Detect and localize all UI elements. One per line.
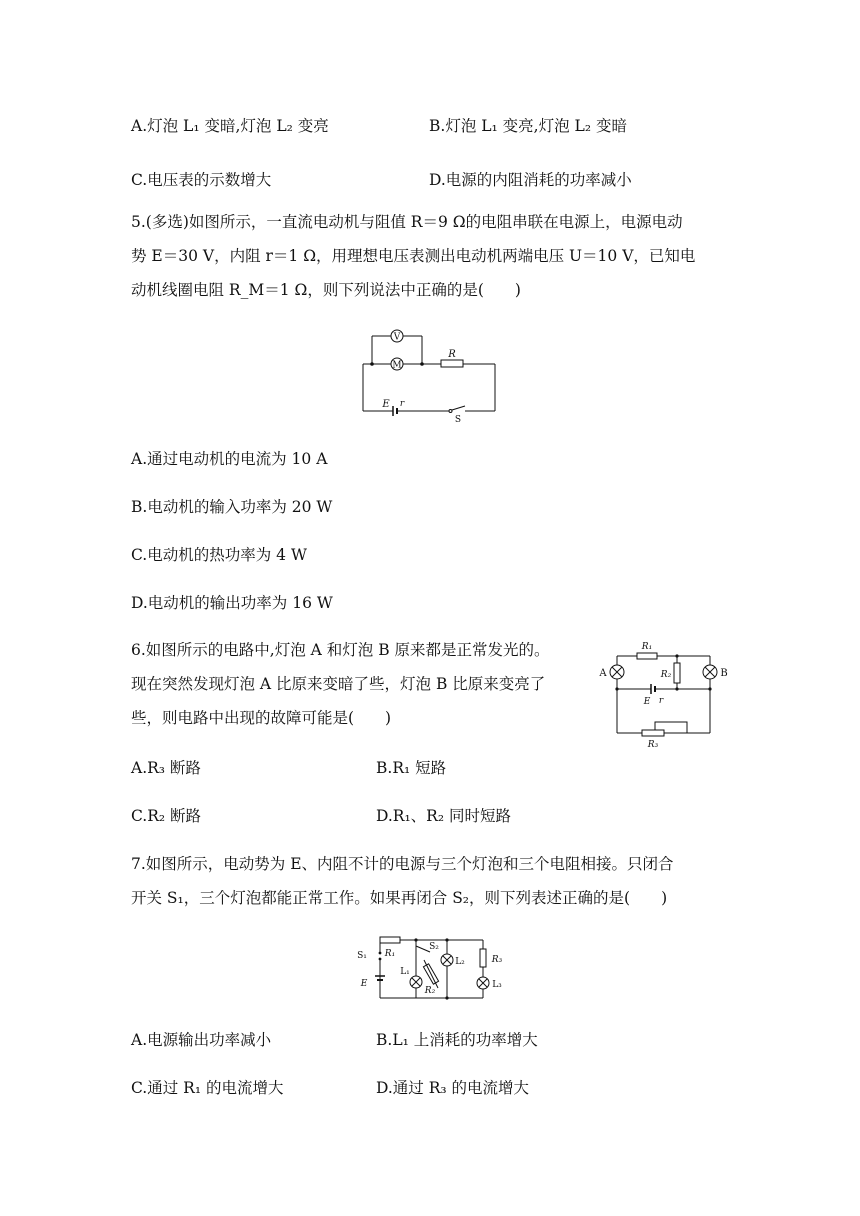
q6-option-b: B.R₁ 短路 [376,759,447,777]
r2-symbol [674,663,680,683]
r3-label: R₃ [491,955,503,965]
internal-r-label: r [399,399,405,409]
q5-option-b: B.电动机的输入功率为 20 W [131,498,333,516]
q7-stem-line-1: 7.如图所示，电动势为 E、内阻不计的电源与三个灯泡和三个电阻相接。只闭合 [131,855,674,873]
motor-label: M [392,360,402,371]
q6-option-a: A.R₃ 断路 [131,759,201,777]
q6-option-d: D.R₁、R₂ 同时短路 [376,807,511,825]
r1-label: R₁ [641,642,653,652]
q7-stem-line-2: 开关 S₁，三个灯泡都能正常工作。如果再闭合 S₂，则下列表述正确的是( ) [131,889,668,907]
r1-symbol [637,653,657,659]
r3-symbol [480,949,486,967]
l3-label: L₃ [492,980,502,990]
internal-r-label: r [658,696,664,706]
q4-option-c: C.电压表的示数增大 [131,171,272,189]
q7-option-d: D.通过 R₃ 的电流增大 [376,1079,530,1097]
q5-option-d: D.电动机的输出功率为 16 W [131,594,333,612]
r1-label: R₁ [384,949,396,959]
q6-stem-line-3: 些，则电路中出现的故障可能是( ) [131,709,392,727]
q5-circuit-diagram [355,324,505,424]
voltmeter-label: V [393,332,401,343]
r2-label: R₂ [424,986,436,996]
emf-e-label: E [643,697,651,707]
q5-stem-line-3: 动机线圈电阻 R_M＝1 Ω，则下列说法中正确的是( ) [131,281,521,299]
q5-option-c: C.电动机的热功率为 4 W [131,546,307,564]
s2-label: S₂ [429,942,439,952]
q7-option-a: A.电源输出功率减小 [131,1031,272,1049]
lamp-b-label: B [720,668,728,679]
q6-option-c: C.R₂ 断路 [131,807,202,825]
q5-stem-line-1: 5.(多选)如图所示，一直流电动机与阻值 R＝9 Ω的电阻串联在电源上，电源电动 [131,213,683,231]
q7-circuit-diagram [350,932,510,1007]
resistor-r-symbol [441,360,463,367]
q4-option-d: D.电源的内阻消耗的功率减小 [429,171,632,189]
r3-label: R₃ [647,740,659,750]
q7-option-c: C.通过 R₁ 的电流增大 [131,1079,284,1097]
q6-stem-line-2: 现在突然发现灯泡 A 比原来变暗了些，灯泡 B 比原来变亮了 [131,675,546,693]
q7-option-b: B.L₁ 上消耗的功率增大 [376,1031,538,1049]
q6-circuit-diagram [597,636,732,754]
r3-rheostat-symbol [642,730,664,736]
lamp-a-label: A [599,668,607,679]
l2-label: L₂ [455,957,465,967]
q5-option-a: A.通过电动机的电流为 10 A [131,450,328,468]
emf-e-label: E [360,979,368,989]
s1-label: S₁ [357,951,367,961]
r2-label: R₂ [660,670,672,680]
q4-option-a: A.灯泡 L₁ 变暗,灯泡 L₂ 变亮 [131,117,329,135]
q6-stem-line-1: 6.如图所示的电路中,灯泡 A 和灯泡 B 原来都是正常发光的。 [131,641,550,659]
q5-stem-line-2: 势 E＝30 V，内阻 r＝1 Ω，用理想电压表测出电动机两端电压 U＝10 V，已知电 [131,247,696,265]
r1-symbol [380,937,400,943]
q4-option-b: B.灯泡 L₁ 变亮,灯泡 L₂ 变暗 [429,117,627,135]
resistor-r-label: R [448,349,456,360]
emf-e-label: E [382,399,390,410]
switch-s-label: S [454,415,462,425]
l1-label: L₁ [400,967,410,977]
